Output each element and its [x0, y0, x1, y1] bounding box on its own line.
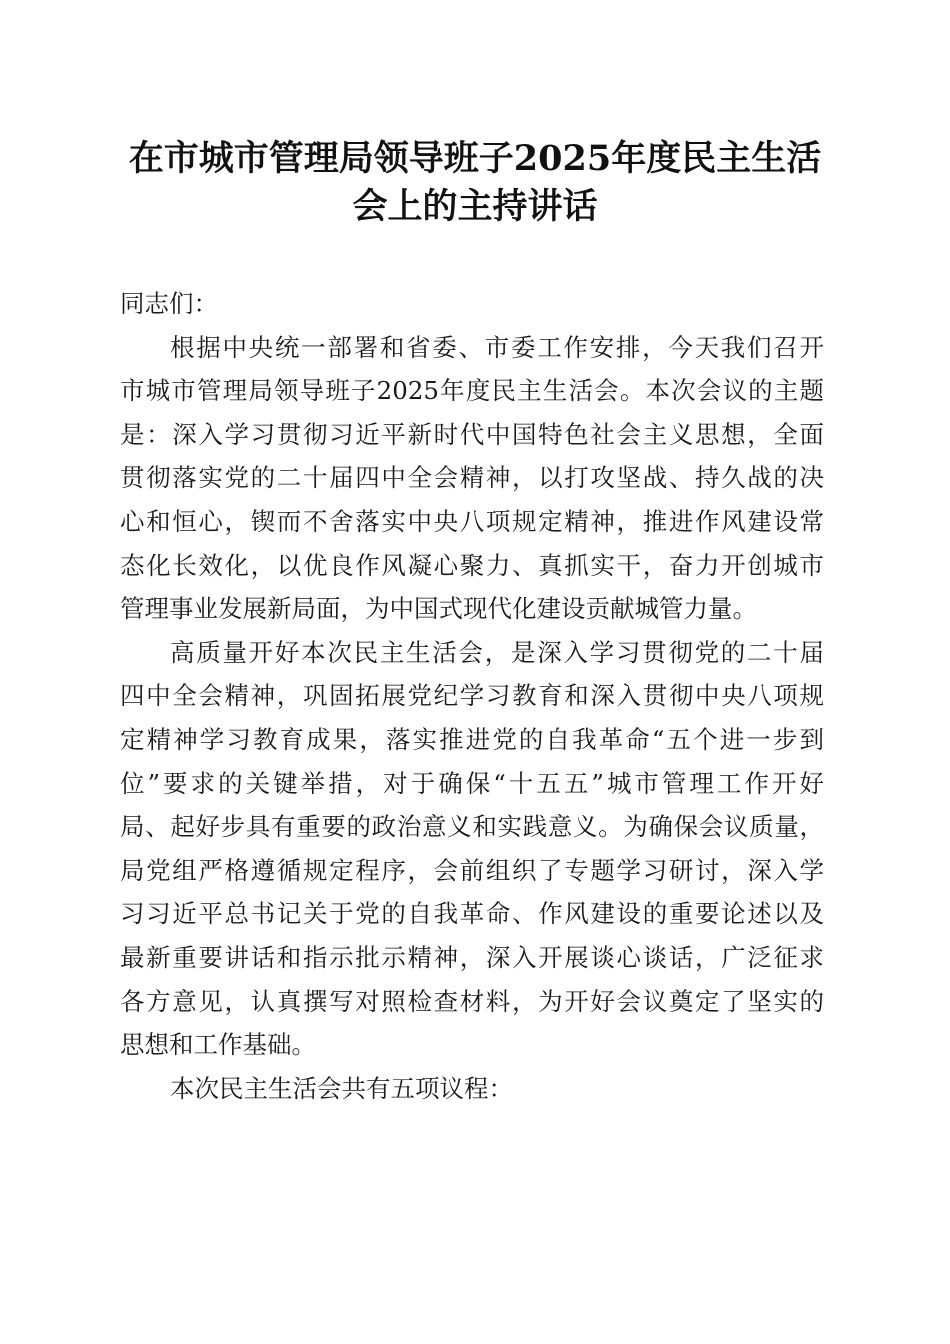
paragraph-3 [120, 1067, 824, 1111]
paragraph-2-line: 四中全会精神，巩固拓展党纪学习教育和深入贯彻中央八项规 [120, 681, 824, 711]
paragraph-1-line: 是：深入学习贯彻习近平新时代中国特色社会主义思想，全面 [120, 419, 824, 449]
paragraph-2-line: 局、起好步具有重要的政治意义和实践意义。为确保会议质量， [120, 812, 824, 842]
paragraph-2-line: 局党组严格遵循规定程序，会前组织了专题学习研讨，深入学 [120, 855, 824, 885]
document-body [120, 282, 824, 1110]
paragraph-1-line: 心和恒心，锲而不舍落实中央八项规定精神，推进作风建设常 [120, 506, 824, 536]
paragraph-2-line: 习习近平总书记关于党的自我革命、作风建设的重要论述以及 [120, 899, 824, 929]
paragraph-2-line: 定精神学习教育成果，落实推进党的自我革命“五个进一步到 [120, 724, 824, 754]
paragraph-3-line: 本次民主生活会共有五项议程： [170, 1073, 513, 1103]
paragraph-1-line: 态化长效化，以优良作风凝心聚力、真抓实干，奋力开创城市 [120, 550, 824, 580]
document-title [120, 135, 830, 231]
paragraph-1 [120, 326, 824, 631]
paragraph-2-line: 思想和工作基础。 [120, 1030, 316, 1060]
paragraph-2 [120, 631, 824, 1067]
title-line-1: 在市城市管理局领导班子2025年度民主生活 [128, 138, 822, 179]
paragraph-2-line: 最新重要讲话和指示批示精神，深入开展谈心谈话，广泛征求 [120, 942, 824, 972]
paragraph-2-line: 位”要求的关键举措，对于确保“十五五”城市管理工作开好 [120, 768, 824, 798]
paragraph-2-line: 高质量开好本次民主生活会，是深入学习贯彻党的二十届 [170, 637, 824, 667]
salutation: 同志们： [120, 289, 218, 318]
paragraph-1-line: 市城市管理局领导班子2025年度民主生活会。本次会议的主题 [120, 376, 824, 406]
paragraph-1-line: 贯彻落实党的二十届四中全会精神，以打攻坚战、持久战的决 [120, 463, 824, 493]
paragraph-1-line: 根据中央统一部署和省委、市委工作安排，今天我们召开 [170, 332, 824, 362]
paragraph-1-line: 管理事业发展新局面，为中国式现代化建设贡献城管力量。 [120, 594, 757, 624]
paragraph-2-line: 各方意见，认真撰写对照检查材料，为开好会议奠定了坚实的 [120, 986, 824, 1016]
title-line-2: 会上的主持讲话 [352, 186, 598, 227]
